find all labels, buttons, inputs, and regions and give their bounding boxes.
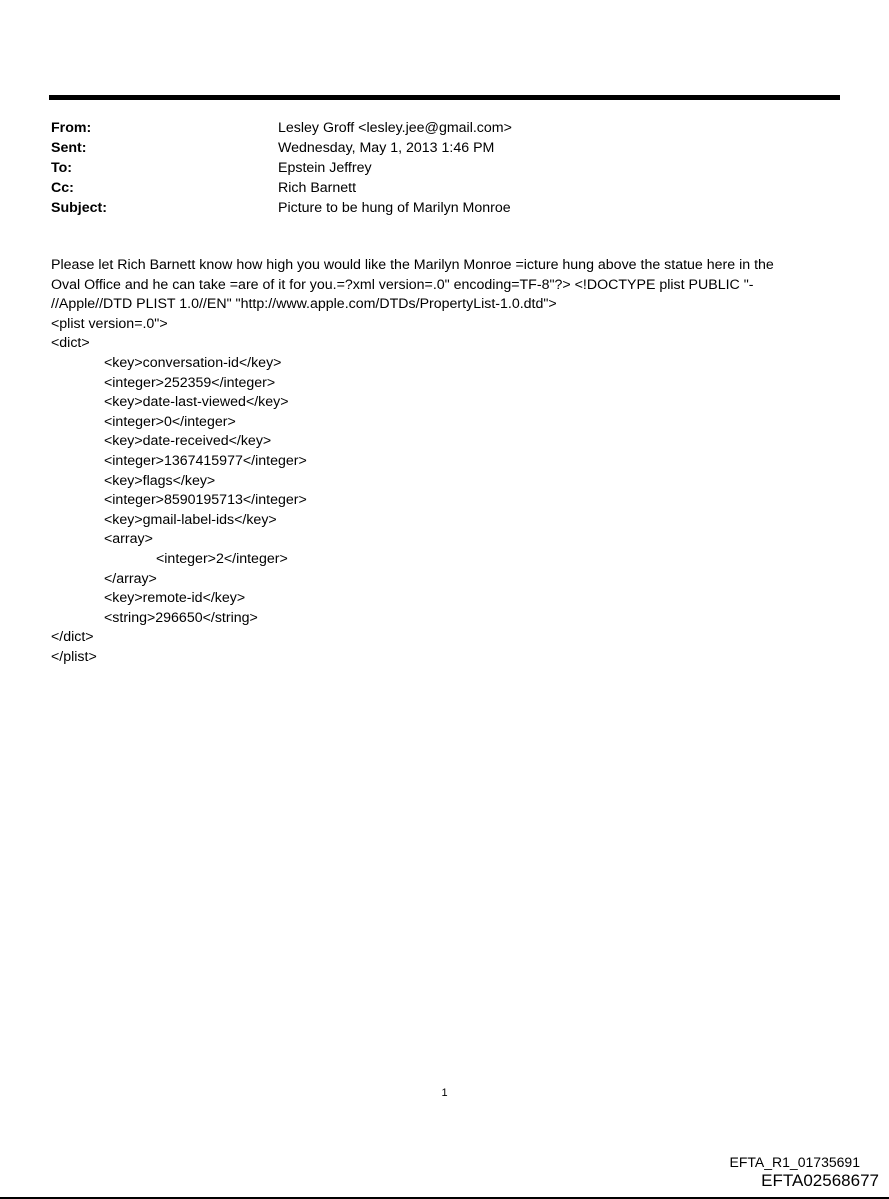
email-body — [51, 256, 821, 667]
email-header-block — [51, 118, 831, 218]
plist-line: <string>296650</string> — [104, 609, 258, 626]
plist-line: </dict> — [51, 629, 94, 646]
to-label: To: — [51, 160, 73, 176]
to-value: Epstein Jeffrey — [278, 160, 372, 176]
header-rule — [49, 95, 840, 100]
plist-line: <array> — [104, 531, 153, 548]
cc-row — [51, 178, 831, 198]
paragraph-line: //Apple//DTD PLIST 1.0//EN" "http://www.apple.com/DTDs/PropertyList-1.0.dtd"> — [51, 296, 557, 313]
cc-value: Rich Barnett — [278, 180, 357, 196]
from-value: Lesley Groff <lesley.jee@gmail.com> — [278, 120, 512, 136]
sent-row — [51, 138, 831, 158]
plist-line: <integer>252359</integer> — [104, 374, 276, 391]
plist-line: </plist> — [51, 648, 97, 665]
page-number: 1 — [441, 1087, 448, 1099]
subject-row — [51, 198, 831, 218]
plist-line: <key>remote-id</key> — [104, 590, 246, 607]
plist-line: <integer>2</integer> — [156, 550, 288, 567]
paragraph-line: Oval Office and he can take =are of it for you.=?xml version=.0" encoding=TF-8"?> <!DOCTYPE plist PUBLIC "- — [51, 276, 754, 293]
plist-line: <key>conversation-id</key> — [104, 354, 282, 371]
plist-line: <key>gmail-label-ids</key> — [104, 511, 277, 528]
plist-block — [51, 315, 821, 668]
from-label: From: — [51, 120, 92, 136]
paragraph-line: Please let Rich Barnett know how high you would like the Marilyn Monroe =icture hung above the statue here in the — [51, 257, 774, 273]
plist-line: </array> — [104, 570, 157, 587]
cc-label: Cc: — [51, 180, 74, 196]
plist-line: <dict> — [51, 335, 90, 352]
to-row — [51, 158, 831, 178]
document-reference-2: EFTA02568677 — [761, 1171, 879, 1190]
sent-value: Wednesday, May 1, 2013 1:46 PM — [278, 140, 495, 156]
subject-value: Picture to be hung of Marilyn Monroe — [278, 200, 511, 216]
subject-label: Subject: — [51, 200, 107, 216]
plist-line: <integer>8590195713</integer> — [104, 492, 307, 509]
plist-line: <integer>0</integer> — [104, 413, 236, 430]
message-paragraph — [51, 256, 821, 315]
document-reference-1: EFTA_R1_01735691 — [729, 1154, 860, 1170]
sent-label: Sent: — [51, 140, 87, 156]
plist-line: <key>flags</key> — [104, 472, 216, 489]
plist-line: <integer>1367415977</integer> — [104, 452, 307, 469]
plist-line: <plist version=.0"> — [51, 315, 168, 332]
plist-line: <key>date-received</key> — [104, 433, 272, 450]
from-row — [51, 118, 831, 138]
plist-line: <key>date-last-viewed</key> — [104, 394, 289, 411]
